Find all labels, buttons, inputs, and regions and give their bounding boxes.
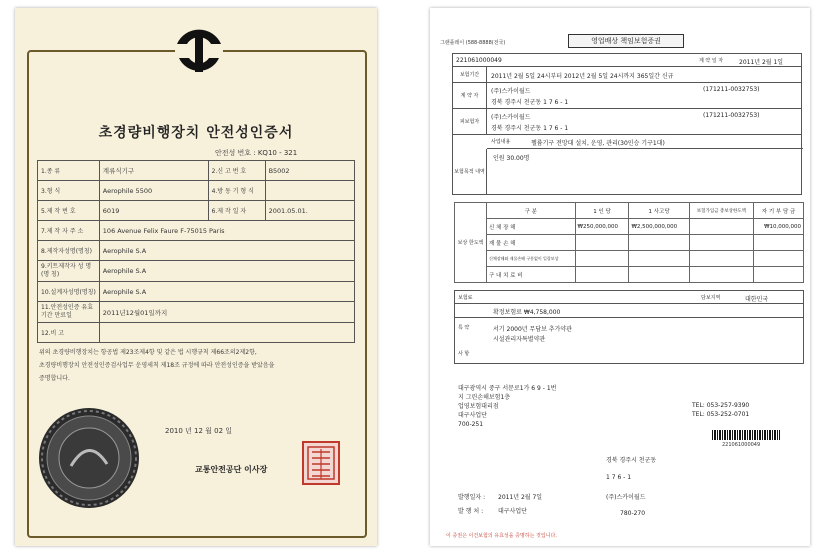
table-row: 재 물 손 해 (455, 235, 804, 251)
safety-certificate (15, 8, 377, 546)
table-row: 12.비 고 (38, 323, 355, 343)
issue-date: 2010 년 12 월 02 일 (165, 427, 233, 435)
period-text: 2011년 2월 5일 24시부터 2012년 2월 5일 24시까지 365일간 신규 (491, 73, 674, 80)
red-stamp-icon (301, 440, 341, 486)
insurance-certificate: 그랜플레이 (588-8888(전국) 영업배상 책임보험증권 221061000049 계 약 일 자 2011년 2월 1일 보험기간 2011년 2월 5일 24시부터 2012년 2월 5일 24시까지 365일간 신규 계 약 자 (주)스카이월드 (171211-0032753) 경북 경주시 천군동 1 7 6 - 1 피보험자 (주)스카이월드 (171211-0032753) 경북 경주시 천군동 1 7 6 - 1 사업내용 헬륨기구 전망대 설치, 운영, 관리(30인승 기구1대) 보험목적 내역 인원 30.00명 보상 한도액 구 분 1 인 당 1 사고당 보험가입금 총보상한도액 자 기 부 담 금 신 체 장 해 ₩250,000,000 ₩2,500,000,000 ₩10,000,000 재 물 손 해 신체장해와 재물손해 구분없이 일괄보상 구 내 치 료 비 보험료 담보지역 대한민국 확정보험료 ₩4,758,000 특 약 서기 2000년 무담보 추가약관 시설관리자특별약관 사 항 대구광역시 중구 서문로1가 6 9 - 1번 지 그린손해보험1층 업영보험대리점 대구사업단 700-251 TEL: 053-257-9390 TEL: 053-252-0701 221061000049 경북 경주시 천군동 1 7 6 - 1 발행일자 : 2011년 2월 7일 (주)스카이월드 발 행 처 : 대구사업단 780-270 이 증권은 이건보험의 유효성을 증명하는 것입니다. (430, 8, 810, 546)
postal-code: 780-270 (620, 510, 646, 517)
contract-date: 2011년 2월 1일 (739, 59, 784, 66)
coverage-table (454, 202, 804, 283)
table-row: 구 내 치 료 비 (455, 267, 804, 283)
header-small-text: 그랜플레이 (588-8888(전국) (440, 40, 506, 46)
table-row: 10.설계자성명(명칭) Aerophile S.A (38, 282, 355, 302)
info-grid (452, 67, 802, 195)
footer-notice: 이 증권은 이건보험의 유효성을 증명하는 것입니다. (446, 533, 557, 539)
gold-seal-icon (37, 406, 141, 510)
business-row: 사업내용 헬륨기구 전망대 설치, 운영, 관리(30인승 기구1대) (487, 135, 803, 149)
table-row: 신체장해와 재물손해 구분없이 일괄보상 (455, 251, 804, 267)
policyholder-row: 계 약 자 (주)스카이월드 (171211-0032753) 경북 경주시 천군동 1 7 6 - 1 (453, 83, 801, 109)
insured-row: 피보험자 (주)스카이월드 (171211-0032753) 경북 경주시 천군동 1 7 6 - 1 (453, 109, 801, 135)
table-row: 3.형 식 Aerophile 5500 4.방 동 기 형 식 (38, 181, 355, 201)
ts-logo-icon (161, 22, 237, 80)
certificate-title: 초경량비행장치 안전성인증서 (98, 125, 294, 141)
barcode-number: 221061000049 (722, 442, 761, 448)
policy-number: 221061000049 (456, 57, 502, 64)
certificate-table (37, 160, 355, 343)
premium-row (454, 304, 804, 318)
table-row: 1.종 류 계류식기구 2.신 고 번 호 B5002 (38, 161, 355, 181)
barcode-icon (712, 430, 780, 440)
region-row: 보험료 담보지역 대한민국 (454, 290, 804, 304)
certificate-body: 위의 초경량비행장치는 항공법 제23조제4항 및 같은 법 시행규칙 제66조의2제2항, 초경량비행장치 안전성인증검사업무 운영세칙 제18조 규정에 따라 안전성인증을 받았음을 증명합니다. (39, 349, 275, 382)
table-row: 5.제 작 번 호 6019 6.제 작 일 자 2001.05.01. (38, 201, 355, 221)
table-row: 보상 한도액 구 분 1 인 당 1 사고당 보험가입금 총보상한도액 자 기 부 담 금 (455, 203, 804, 219)
contract-date-label: 계 약 일 자 (699, 58, 724, 64)
table-row: 신 체 장 해 ₩250,000,000 ₩2,500,000,000 ₩10,000,000 (455, 219, 804, 235)
certificate-number: 안전성 번호 : KQ10 - 321 (215, 149, 298, 157)
issuer-office: 대구사업단 (498, 508, 527, 515)
tel-1: TEL: 053-257-9390 (692, 402, 750, 409)
table-row: 8.제작자성명(명칭) Aerophile S.A (38, 241, 355, 261)
period-row: 보험기간 2011년 2월 5일 24시부터 2012년 2월 5일 24시까지 365일간 신규 (453, 67, 801, 83)
policy-row (452, 53, 802, 67)
issuer-name: 교통안전공단 이사장 (195, 465, 268, 474)
tel-2: TEL: 053-252-0701 (692, 411, 750, 418)
issue-date: 2011년 2월 7일 (498, 494, 543, 501)
premium-value: 확정보험료 ₩4,758,000 (493, 309, 561, 316)
table-row: 11.안전성인증 유효기간 만료일 2011년12월01일까지 (38, 302, 355, 323)
sender-address: 대구광역시 중구 서문로1가 6 9 - 1번 지 그린손해보험1층 업영보험대리점 대구사업단 700-251 (458, 385, 557, 428)
table-row: 7.제 작 자 주 소 106 Avenue Felix Faure F-75015 Paris (38, 221, 355, 241)
special-terms-row: 특 약 서기 2000년 무담보 추가약관 시설관리자특별약관 사 항 (454, 318, 804, 364)
recipient-name: (주)스카이월드 (606, 494, 646, 501)
insurance-title: 영업배상 책임보험증권 (568, 34, 684, 48)
insured-object-row: 보험목적 내역 인원 30.00명 (453, 149, 801, 195)
table-row: 9.키트제작자 성 명 (명 칭) Aerophile S.A (38, 261, 355, 282)
